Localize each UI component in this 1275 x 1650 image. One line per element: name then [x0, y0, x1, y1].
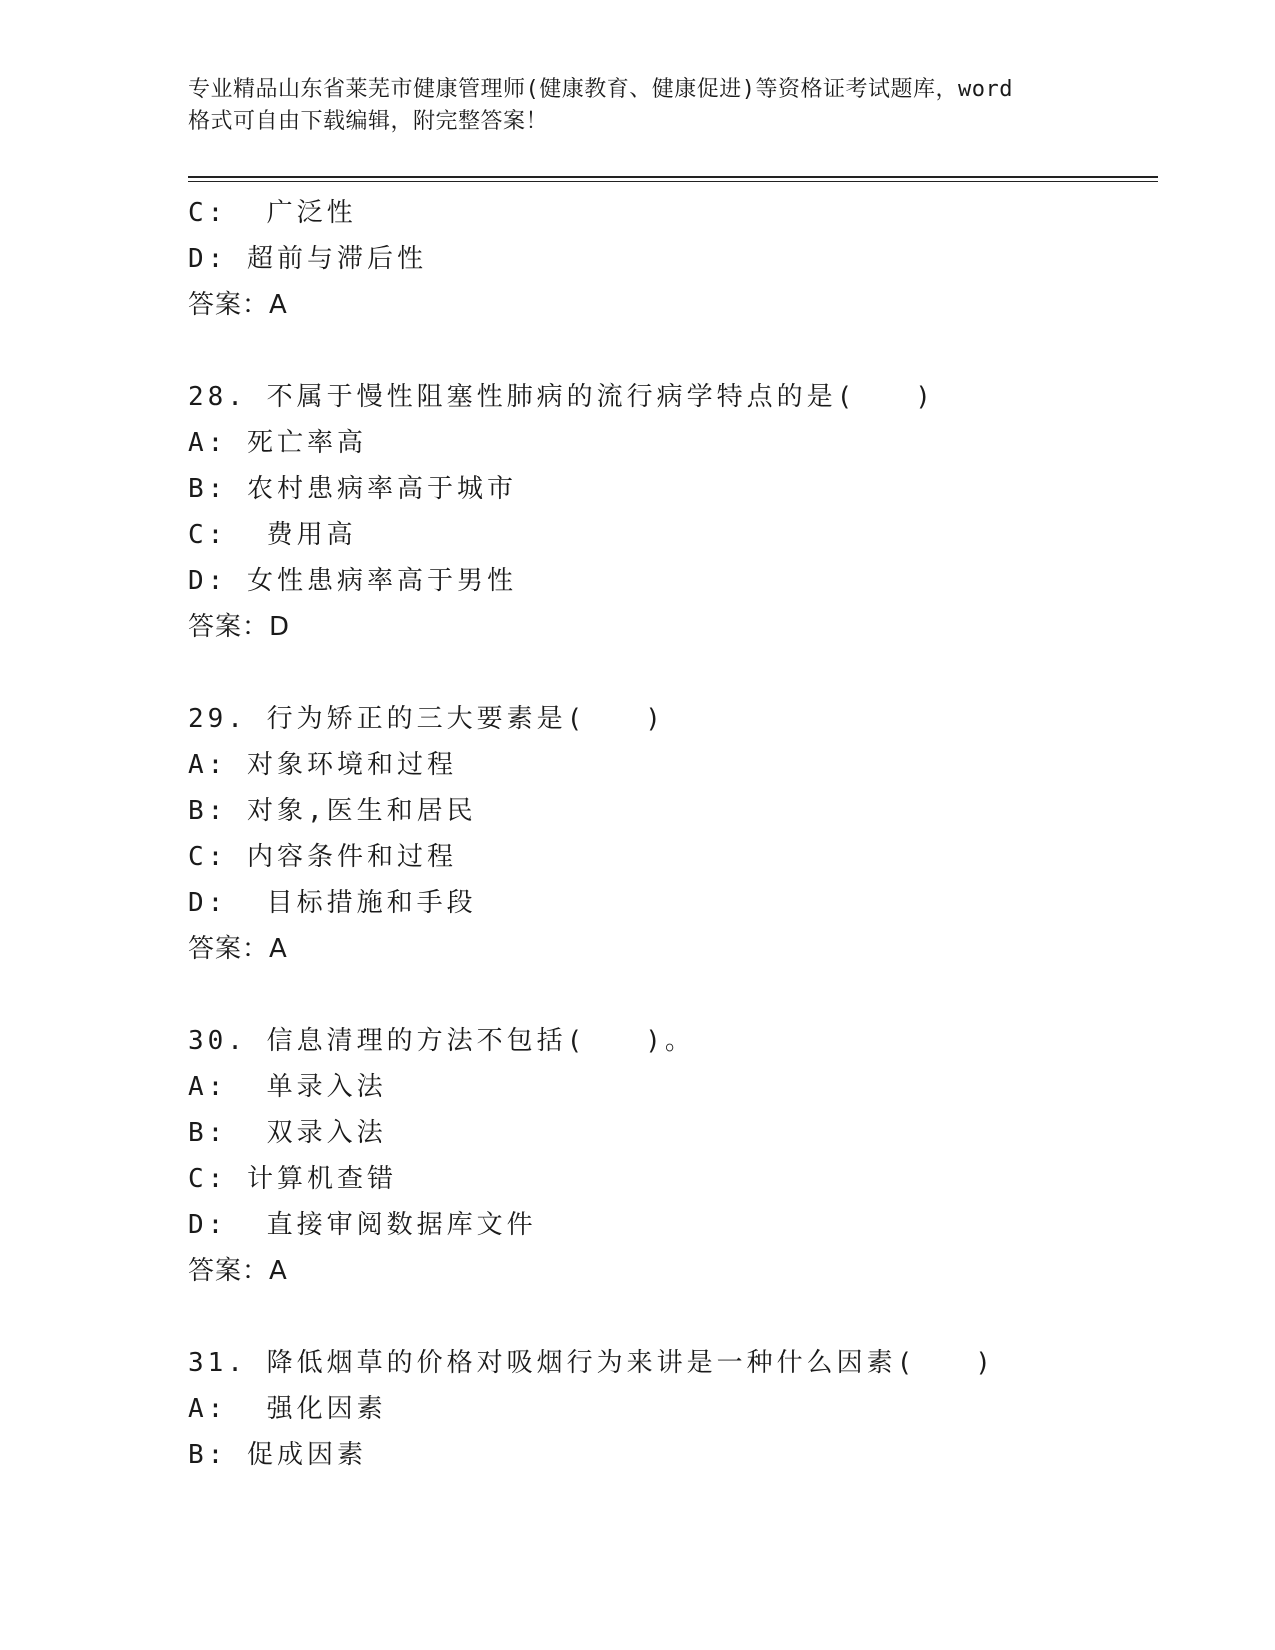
- question-block-28: [188, 374, 1148, 650]
- question-block-31: [188, 1340, 1148, 1478]
- answer-line: 答案：A: [188, 934, 288, 964]
- option-d: D: 女性患病率高于男性: [188, 566, 517, 596]
- option-c: C: 费用高: [188, 520, 357, 550]
- answer-line: 答案：A: [188, 1256, 288, 1286]
- question-stem: 29. 行为矫正的三大要素是( ): [188, 704, 665, 734]
- header-line-2: 格式可自由下载编辑，附完整答案！: [188, 109, 549, 134]
- option-c: C: 计算机查错: [188, 1164, 397, 1194]
- spacer: [188, 328, 1148, 374]
- option-d: D: 目标措施和手段: [188, 888, 477, 918]
- question-list: [188, 190, 1148, 1478]
- spacer: [188, 972, 1148, 1018]
- question-stem: 30. 信息清理的方法不包括( )。: [188, 1026, 695, 1056]
- question-stem: 28. 不属于慢性阻塞性肺病的流行病学特点的是( ): [188, 382, 935, 412]
- question-stem: 31. 降低烟草的价格对吸烟行为来讲是一种什么因素( ): [188, 1348, 995, 1378]
- option-c: C: 内容条件和过程: [188, 842, 457, 872]
- option-b: B: 对象,医生和居民: [188, 796, 477, 826]
- option-a: A: 死亡率高: [188, 428, 367, 458]
- header-line-1: 专业精品山东省莱芜市健康管理师(健康教育、健康促进)等资格证考试题库，word: [188, 77, 1013, 102]
- option-b: B: 农村患病率高于城市: [188, 474, 517, 504]
- option-c: C: 广泛性: [188, 198, 357, 228]
- header-divider-thin: [188, 181, 1158, 182]
- question-block-27: [188, 190, 1148, 328]
- header-divider-thick: [188, 176, 1158, 178]
- answer-line: 答案：A: [188, 290, 288, 320]
- option-d: D: 超前与滞后性: [188, 244, 427, 274]
- question-block-29: [188, 696, 1148, 972]
- option-a: A: 单录入法: [188, 1072, 387, 1102]
- document-header: [188, 74, 1088, 138]
- option-b: B: 促成因素: [188, 1440, 367, 1470]
- spacer: [188, 650, 1148, 696]
- answer-line: 答案：D: [188, 612, 291, 642]
- spacer: [188, 1294, 1148, 1340]
- option-b: B: 双录入法: [188, 1118, 387, 1148]
- option-d: D: 直接审阅数据库文件: [188, 1210, 537, 1240]
- option-a: A: 强化因素: [188, 1394, 387, 1424]
- question-block-30: [188, 1018, 1148, 1294]
- option-a: A: 对象环境和过程: [188, 750, 457, 780]
